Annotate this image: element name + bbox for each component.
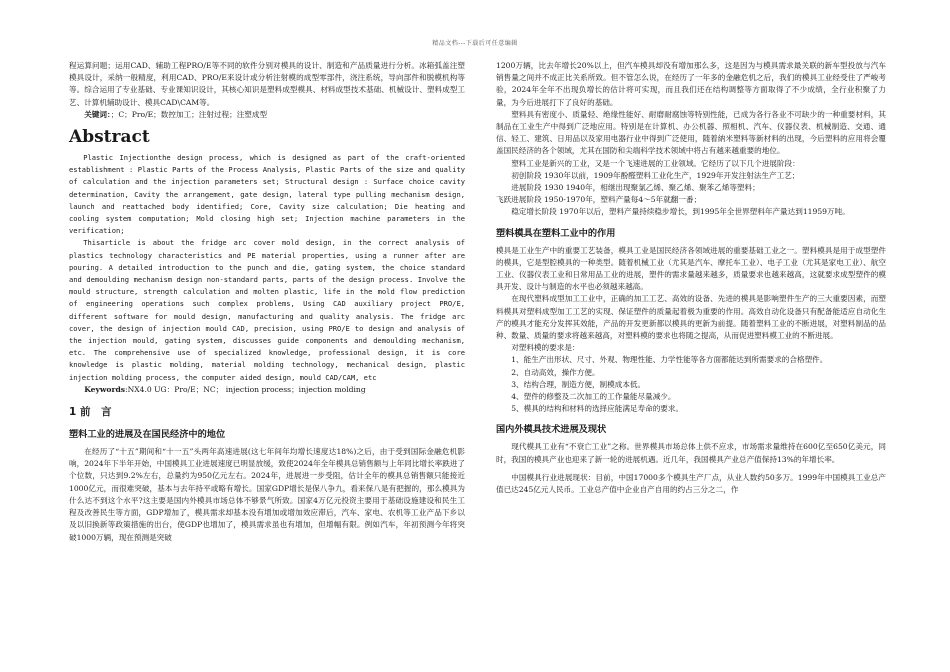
- stage-item: 稳定增长阶段 1970年以后，塑料产量持续稳步增长，到1995年全世界塑料年产量达到11959万吨。: [511, 207, 850, 217]
- requirement-item: 1、能生产出形状、尺寸、外观、物理性能、力学性能等各方面都能达到所需要求的合格塑件。: [511, 355, 828, 365]
- continued-paragraph: 1200万辆，比去年增长20%以上，但汽车模具却没有增加那么多，这是因为与模具需求最关联的新车型投放与汽车销售量之间并不成正比关系所致。但不管怎么说，在经历了一年多的金融危机之后，我们的模具工业经受住了严峻考验，2024年全年不出现负增长的估计将可实现，而且我们还在结构调整等方面取得了不少成绩，全行业积聚了力量，为今后进展打下了良好的基础。: [496, 61, 886, 107]
- stage-item: 初创阶段 1930年以前，1909年酚醛塑料工业化生产，1929年开发注射法生产工艺；: [511, 170, 800, 180]
- mold-tech-paragraph-1: 现代模具工业有“不衰亡工业”之称。世界模具市场总体上供不应求，市场需求量维持在600亿至650亿美元，同时，我国的模具产业也迎来了新一轮的进展机遇。近几年，我国模具产业总产值保持13%的年增长率。: [496, 442, 886, 464]
- cn-keywords-label: 关键词：: [84, 109, 111, 119]
- mold-tech-paragraph-2: 中国模具行业进展现状：目前，中国17000多个模具生产厂点，从业人数约50多万。1999年中国模具工业总产值已达245亿元人民币。工业总产值中企业自产自用的约占三分之二，作: [496, 472, 886, 495]
- mold-role-paragraph-2: 在现代塑料成型加工工业中，正确的加工工艺、高效的设备、先进的模具是影响塑件生产的三大重要因素，而塑料模具对塑料成型加工工艺的实现、保证塑件的质量起着极为重要的作用。高效自动化设备只有配备能适应自动化生产的模具才能充分发挥其效能，产品的开发更新都以模具的更新为前提。随着塑料工业的不断进展，对塑料制品的品种、数量、质量的要求将越来越高，对塑料模的要求也将随之提高，从而促进塑料模工业的不断进展。: [496, 294, 886, 341]
- abstract-paragraph-1: Plastic Injectionthe design process, which is designed as part of the craft-oriented establishment : Plastic Parts of the Process Analysis, Plastic Parts of the size and quality of calculation and the injection parameters set; Structural design : Surface choice cavity determination, Cavity the arrangement, gate design, lateral type pulling mechanism design, launch and reattached body identified; Core, Cavity size calculation; Die heating and cooling system computation; Mold closing high set; Injection machine parameters in the verification;: [69, 153, 465, 236]
- stage-item: 飞跃进展阶段 1950-1970年，塑料产量每4～5年就翻一番；: [496, 195, 702, 205]
- requirement-item: 2、自动高效，操作方便。: [511, 367, 600, 377]
- cn-keywords-text: ；C；Pro/E；数控加工；注射过程；注塑成型: [110, 109, 268, 119]
- abstract-paragraph-2: Thisarticle is about the fridge arc cover mold design, in the correct analysis of plastics technology characteristics and PE material properties, using a runner after are pouring. A detailed introduction to the punch and die, gating system, the choice standard and demoulding mechanism design non-standard parts, parts of the design process. Involve the mould structure, strength calculation and molten plastic, life in the mold flow prediction of engineering operations such complex problems, Using CAD auxiliary project PRO/E, different software for mould design, manufacturing and quality analysis. The fridge arc cover, the design of injection mould CAD, precision, using PRO/E to design and analysis of the injection mould, gating system, discusses guide components and demoulding mechanism, etc. The comprehensive use of specialized knowledge, professional design, it is core knowledge is plastic molding, material molding technology, mechanical design, plastic injection molding process, the computer aided design, mould CAD/CAM, etc: [69, 238, 465, 382]
- cn-keywords: [69, 109, 465, 121]
- left-column: [69, 60, 465, 544]
- requirement-item: 4、塑件的修整及二次加工的工作量能尽量减少。: [511, 392, 676, 402]
- cn-abstract-tail: 程运算问题；运用CAD、辅助工程PRO/E等不同的软件分别对模具的设计、制造和产品质量进行分析。冰箱弧盖注塑模具设计，采纳一般精度，利用CAD、PRO/E来设计或分析注射模的成型零部件，浇注系统，导向部件和脱模机构等等。综合运用了专业基础、专业课知识设计，其核心知识是塑料成型模具、材料成型技术基础、机械设计、塑料成型工艺、计算机辅助设计、模具CAD\CAM等。: [69, 61, 465, 107]
- subsection-title-plastics-industry: 塑料工业的进展及在国民经济中的地位: [69, 429, 226, 441]
- requirement-item: 5、模具的结构和材料的选择应能满足寿命的要求。: [511, 404, 684, 414]
- mold-role-paragraph-1: 模具是工业生产中的重要工艺装备，模具工业是国民经济各领域进展的重要基础工业之一。塑料模具是用于成型塑件的模具，它是型腔模具的一种类型。随着机械工业（尤其是汽车、摩托车工业）、电子工业（尤其是家电工业）、航空工业、仪器仪表工业和日常用品工业的进展，塑件的需求量越来越多，质量要求也越来越高，这就要求成型塑件的模具开发、设计与制造的水平也必须越来越高。: [496, 245, 886, 292]
- page-header: 精品文档---下载后可任意编辑: [432, 40, 518, 47]
- requirement-item: 3、结构合理，制造方便，制模成本低。: [511, 379, 646, 389]
- requirements-intro: 对塑料模的要求是：: [511, 343, 580, 353]
- section-title-intro: 1 前 言: [69, 406, 112, 419]
- plastic-properties-paragraph: 塑料具有密度小、质量轻、绝缘性能好、耐磨耐腐蚀等特别性能，已成为各行各业不可缺少的一种重要材料，其制品在工业生产中得到广泛地应用。特别是在计算机、办公机器、照相机、汽车、仪器仪表、机械制造、交通、通信、轻工、建筑、日用品以及家用电器行业中得到广泛使用，随着納米塑料等新材料的出现，今后塑料的应用将会覆盖国民经济的各个领域，尤其在国防和尖端科学技术领域中将占有越来越重要的地位。: [496, 109, 886, 156]
- industry-stages-intro: 塑料工业是新兴的工业，又是一个飞速进展的工业领域。它经历了以下几个进展阶段：: [511, 158, 800, 168]
- right-column: [496, 60, 886, 496]
- subsection-title-mold-tech: 国内外模具技术进展及现状: [496, 424, 607, 436]
- stage-item: 进展阶段 1930 1940年，相继出现聚氯乙烯、聚乙烯、聚苯乙烯等塑料；: [511, 183, 760, 193]
- plastics-industry-paragraph: 在经历了“十五”期间和“十一五”头两年高速进展(这七年间年均增长速度达18%)之后，由于受到国际金融危机影响，2024年下半年开始，中国模具工业进展速度已明显放缓，致使2024年全年模具总销售额与上年同比增长率跌进了个位数，只达到9.2%左右，总量约为950亿元左右。2024年，进展进一步受阻，估计全年的模具总销售额只能接近1000亿元，而很难突破，基本与去年持平或略有增长。国家GDP增长是保八争九，看来保八是有把握的，那么模具为什么达不到这个水平?这主要是国内外模具市场总体不够景气所致。国家4万亿元投资主要用于基础设施建设和民生工程及改善民生等方面，GDP增加了，模具需求却基本没有增加或增加效应滞后，汽车、家电、农机等工业产品下乡以及以旧换新等政策措施的出台，使GDP也增加了，模具需求虽也有增加，但增幅有限。例如汽车，年初预测今年将突破1000万辆，现在预测是突破: [69, 447, 465, 542]
- en-keywords-text: :NX4.0 UG：Pro/E；NC； injection process；injection molding: [125, 384, 366, 394]
- abstract-title: Abstract: [69, 127, 150, 148]
- en-keywords-label: Keywords: [84, 384, 126, 394]
- en-keywords: [69, 384, 465, 396]
- subsection-title-mold-role: 塑料模具在塑料工业中的作用: [496, 227, 616, 239]
